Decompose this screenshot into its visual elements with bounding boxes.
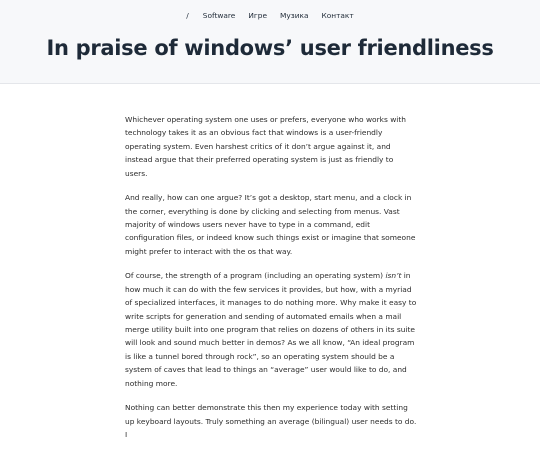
nav-link-contact[interactable]: Контакт <box>321 11 354 20</box>
article-body <box>125 113 417 453</box>
article-paragraph-4: Nothing can better demonstrate this then my experience today with setting up keyboard layouts. Truly something an average (bilingual) user needs to do. I <box>125 403 417 440</box>
article-paragraph-2: And really, how can one argue? It’s got a desktop, start menu, and a clock in the corner, everything is done by clicking and selecting from menus. Vast majority of windows users never have to type in a command, edit configuration files, or indeed know such things exist or imagine that someone might prefer to interact with the os that way. <box>125 193 416 256</box>
article-paragraph-1: Whichever operating system one uses or prefers, everyone who works with technology takes it as an obvious fact that windows is a user-friendly operating system. Even harshest critics of it don’t argue against it, and instead argue that their preferred operating system is just as friendly to users. <box>125 115 406 178</box>
paragraph-3-text-start: Of course, the strength of a program (including an operating system) <box>125 271 386 281</box>
nav-link-software[interactable]: Software <box>202 11 236 20</box>
page-title: In praise of windows’ user friendliness <box>46 36 494 60</box>
nav-link-games[interactable]: Игре <box>248 11 268 20</box>
paragraph-3-text-end: in how much it can do with the few services it provides, but how, with a myriad of specialized interfaces, it manages to do nothing more. Why make it easy to write scripts for generation and sending of automated emails when a mail merge utility built into one program that relies on dozens of others in its suite will look and sound much better in demos? As we all know, “An ideal program is like a tunnel bored through rock”, so an operating system should be a system of caves that lead to things an “average” user would like to do, and nothing more. <box>125 271 417 388</box>
page-header <box>0 0 540 84</box>
nav-home-link[interactable]: / <box>186 11 189 20</box>
top-nav <box>0 11 540 20</box>
article-paragraph-3 <box>125 269 417 390</box>
paragraph-3-emphasis: isn’t <box>385 271 402 281</box>
nav-link-music[interactable]: Музика <box>280 11 309 20</box>
